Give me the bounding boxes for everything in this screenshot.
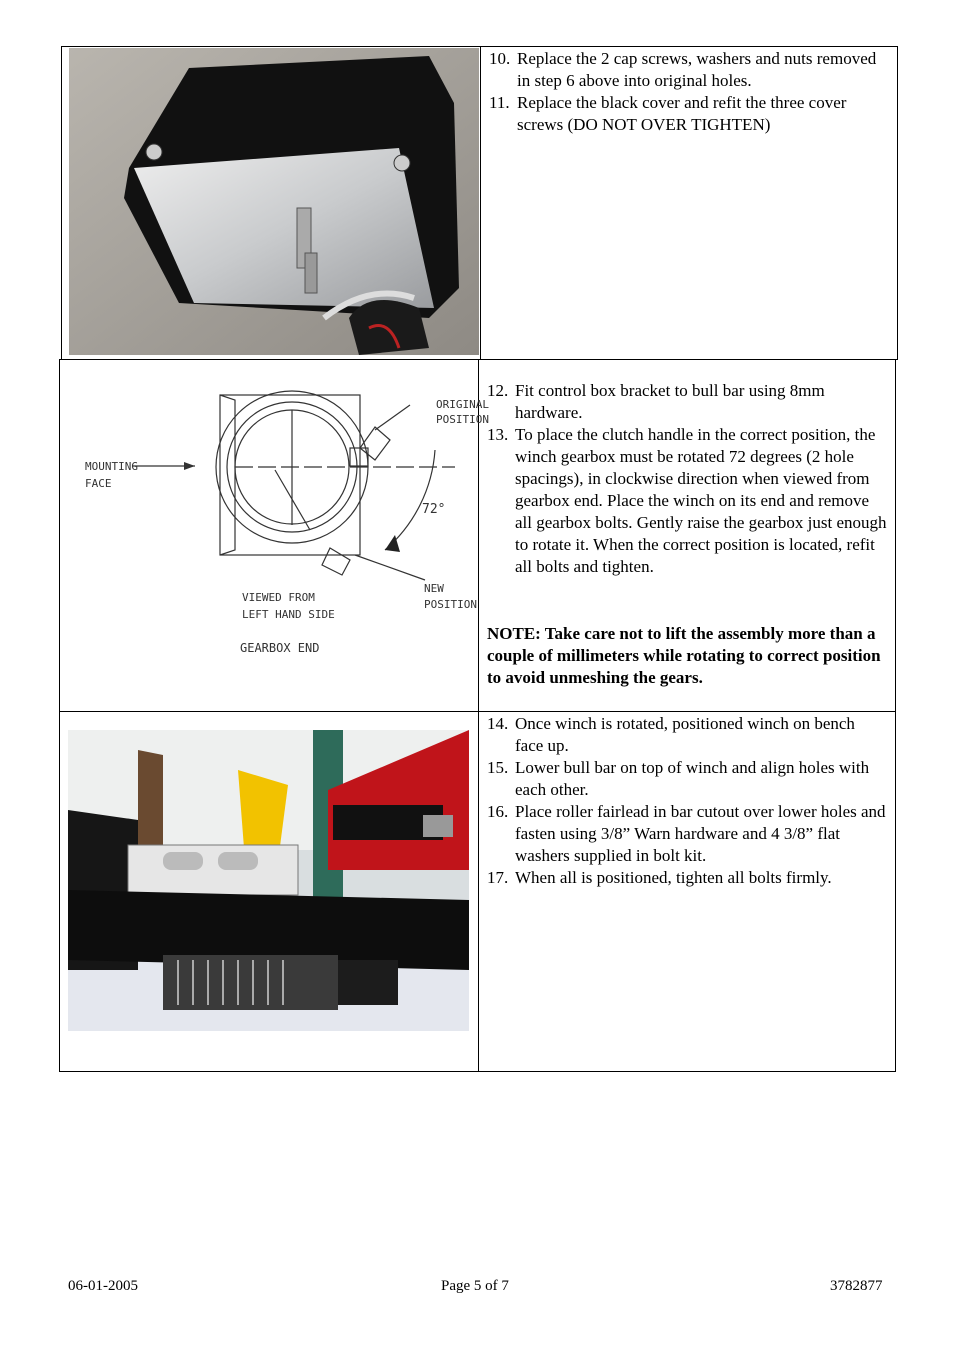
step-text: Lower bull bar on top of winch and align holes with each other.	[515, 758, 870, 799]
step-14	[487, 713, 887, 757]
step-number: 10.	[489, 49, 511, 68]
viewed-from-label-1: VIEWED FROM	[242, 591, 315, 604]
angle-label: 72°	[422, 502, 446, 517]
viewed-from-label-2: LEFT HAND SIDE	[242, 608, 335, 621]
footer-doc-number: 3782877	[830, 1278, 883, 1294]
step-number: 16.	[487, 802, 509, 821]
step-16	[487, 801, 887, 867]
new-position-label-1: NEW	[424, 582, 444, 595]
step-number: 15.	[487, 758, 509, 777]
control-box-photo	[69, 48, 479, 355]
step-number: 11.	[489, 93, 510, 112]
step-text: When all is positioned, tighten all bolts firmly.	[515, 868, 832, 887]
mounting-face-label-2: FACE	[85, 477, 112, 490]
new-position-label-2: POSITION	[424, 598, 477, 611]
winch-bullbar-photo	[68, 730, 469, 1031]
gearbox-end-label: GEARBOX END	[240, 641, 320, 655]
step-number: 12.	[487, 381, 509, 400]
step-15	[487, 757, 887, 801]
step-number: 14.	[487, 714, 509, 733]
step-text: Place roller fairlead in bar cutout over lower holes and fasten using 3/8” Warn hardware and 4 3/8” flat washers supplied in bolt kit.	[515, 802, 886, 865]
step-13	[487, 424, 887, 578]
step-10	[489, 48, 889, 92]
original-position-label-2: POSITION	[436, 413, 489, 426]
footer-page-number: Page 5 of 7	[441, 1278, 509, 1294]
step-12	[487, 380, 887, 424]
gearbox-rotation-diagram	[70, 370, 489, 670]
mounting-face-label-1: MOUNTING	[85, 460, 138, 473]
step-text: Fit control box bracket to bull bar using 8mm hardware.	[515, 381, 825, 422]
step-text: To place the clutch handle in the correct position, the winch gearbox must be rotated 72 degrees (2 hole spacings), in clockwise direction when viewed from gearbox end. Place the winch on its end and remove all gearbox bolts. Gently raise the gearbox just enough to rotate it. When the correct position is located, refit all bolts and tighten.	[515, 425, 887, 576]
step-number: 13.	[487, 425, 509, 444]
step-text: Once winch is rotated, positioned winch on bench face up.	[515, 714, 855, 755]
step-number: 17.	[487, 868, 509, 887]
step-17	[487, 867, 887, 889]
step-text: Replace the black cover and refit the three cover screws (DO NOT OVER TIGHTEN)	[517, 93, 847, 134]
step-11	[489, 92, 889, 136]
caution-note: NOTE: Take care not to lift the assembly more than a couple of millimeters while rotating to correct position to avoid unmeshing the gears.	[487, 624, 881, 687]
step-text: Replace the 2 cap screws, washers and nuts removed in step 6 above into original holes.	[517, 49, 877, 90]
original-position-label-1: ORIGINAL	[436, 398, 489, 411]
footer-date: 06-01-2005	[68, 1278, 138, 1294]
